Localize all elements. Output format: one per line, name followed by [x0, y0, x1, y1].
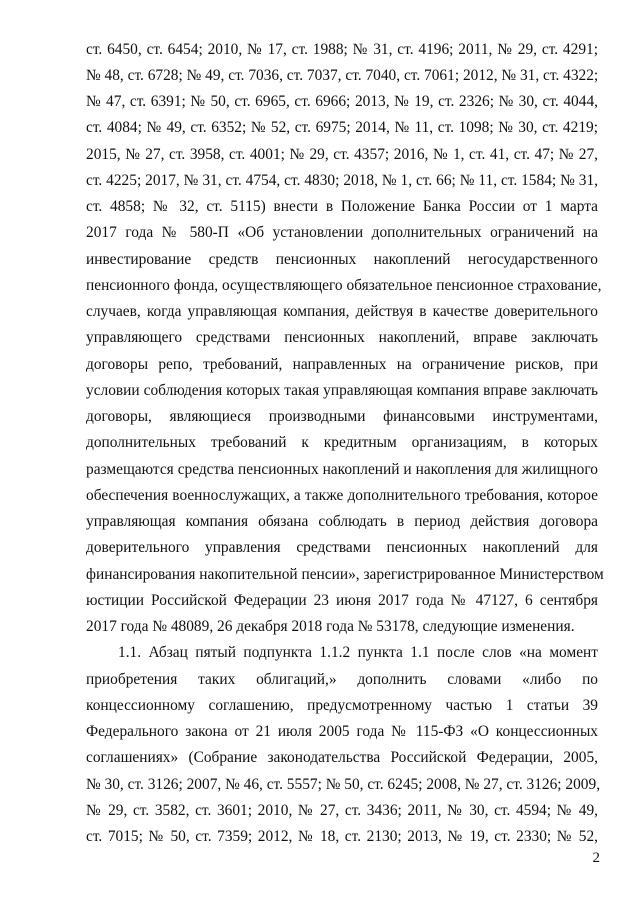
- text-line: ст. 4858; № 32, ст. 5115) внести в Положение Банка России от 1 марта: [86, 198, 598, 215]
- text-line: ст. 6450, ст. 6454; 2010, № 17, ст. 1988; № 31, ст. 4196; 2011, № 29, ст. 4291;: [86, 41, 598, 58]
- text-line: Федерального закона от 21 июля 2005 года № 115-ФЗ «О концессионных: [86, 723, 598, 740]
- text-line: случаев, когда управляющая компания, действуя в качестве доверительного: [86, 303, 598, 320]
- text-line: инвестирование средств пенсионных накоплений негосударственного: [86, 251, 598, 268]
- text-line: размещаются средства пенсионных накоплений и накопления для жилищного: [86, 461, 598, 478]
- text-line: юстиции Российской Федерации 23 июня 2017 года № 47127, 6 сентября: [86, 592, 598, 609]
- text-line: обеспечения военнослужащих, а также дополнительного требования, которое: [86, 487, 598, 504]
- page-number: 2: [592, 850, 600, 866]
- text-line: договоры репо, требований, направленных на ограничение рисков, при: [86, 356, 598, 373]
- text-line: 2015, № 27, ст. 3958, ст. 4001; № 29, ст. 4357; 2016, № 1, ст. 41, ст. 47; № 27,: [86, 146, 598, 163]
- text-line: финансирования накопительной пенсии», зарегистрированное Министерством: [86, 566, 604, 583]
- text-line: № 29, ст. 3582, ст. 3601; 2010, № 27, ст. 3436; 2011, № 30, ст. 4594; № 49,: [86, 802, 598, 819]
- text-line: договоры, являющиеся производными финансовыми инструментами,: [86, 408, 598, 425]
- text-line: № 47, ст. 6391; № 50, ст. 6965, ст. 6966; 2013, № 19, ст. 2326; № 30, ст. 4044,: [86, 93, 598, 110]
- text-line: соглашениях» (Собрание законодательства Российской Федерации, 2005,: [86, 749, 598, 766]
- text-line: условии соблюдения которых такая управляющая компания вправе заключать: [86, 382, 598, 399]
- text-line: № 30, ст. 3126; 2007, № 46, ст. 5557; № 50, ст. 6245; 2008, № 27, ст. 3126; 2009,: [86, 776, 601, 793]
- text-line: 2017 года № 48089, 26 декабря 2018 года № 53178, следующие изменения.: [86, 618, 575, 635]
- text-line: пенсионного фонда, осуществляющего обязательное пенсионное страхование,: [86, 277, 602, 294]
- text-line: приобретения таких облигаций,» дополнить словами «либо по: [86, 671, 598, 688]
- text-line: 1.1. Абзац пятый подпункта 1.1.2 пункта 1.1 после слов «на момент: [118, 644, 598, 661]
- text-line: управляющая компания обязана соблюдать в период действия договора: [86, 513, 598, 530]
- text-line: ст. 4084; № 49, ст. 6352; № 52, ст. 6975; 2014, № 11, ст. 1098; № 30, ст. 4219;: [86, 119, 598, 136]
- text-line: доверительного управления средствами пенсионных накоплений для: [86, 539, 598, 556]
- text-line: управляющего средствами пенсионных накоплений, вправе заключать: [86, 329, 598, 346]
- text-line: ст. 7015; № 50, ст. 7359; 2012, № 18, ст. 2130; 2013, № 19, ст. 2330; № 52,: [86, 828, 598, 845]
- text-line: дополнительных требований к кредитным организациям, в которых: [86, 434, 598, 451]
- text-line: № 48, ст. 6728; № 49, ст. 7036, ст. 7037, ст. 7040, ст. 7061; 2012, № 31, ст. 4322;: [86, 67, 599, 84]
- text-line: концессионному соглашению, предусмотренному частью 1 статьи 39: [86, 697, 598, 714]
- text-line: 2017 года № 580-П «Об установлении дополнительных ограничений на: [86, 224, 598, 241]
- text-line: ст. 4225; 2017, № 31, ст. 4754, ст. 4830; 2018, № 1, ст. 66; № 11, ст. 1584; № 31,: [86, 172, 598, 189]
